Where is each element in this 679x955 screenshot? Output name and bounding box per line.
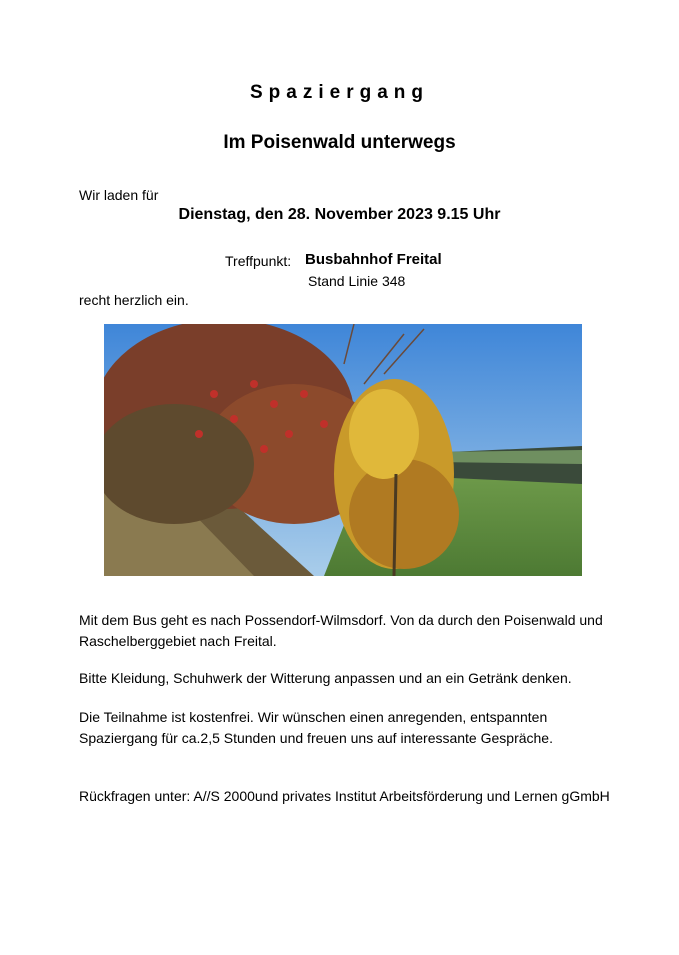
page-subtitle: Im Poisenwald unterwegs [223, 132, 456, 153]
page-title: Spaziergang [250, 82, 429, 103]
autumn-landscape-photo [104, 324, 582, 576]
participation-paragraph: Die Teilnahme ist kostenfrei. Wir wünschen einen anregenden, entspannten Spaziergang für ca.2,5 Stunden und freuen uns auf interessante Gespräche. [79, 709, 553, 746]
meeting-stop: Stand Linie 348 [308, 273, 406, 289]
invite-outro: recht herzlich ein. [79, 292, 189, 308]
meeting-label: Treffpunkt: [225, 253, 292, 269]
contact-paragraph: Rückfragen unter: A//S 2000und privates Institut Arbeitsförderung und Lernen gGmbH [79, 788, 610, 804]
clothing-paragraph: Bitte Kleidung, Schuhwerk der Witterung anpassen und an ein Getränk denken. [79, 670, 572, 686]
invite-intro: Wir laden für [79, 187, 159, 203]
route-paragraph: Mit dem Bus geht es nach Possendorf-Wilmsdorf. Von da durch den Poisenwald und Raschelberggebiet nach Freital. [79, 612, 603, 649]
meeting-place: Busbahnhof Freital [305, 251, 442, 268]
autumn-landscape-illustration [104, 324, 582, 576]
event-date: Dienstag, den 28. November 2023 9.15 Uhr [178, 206, 501, 223]
